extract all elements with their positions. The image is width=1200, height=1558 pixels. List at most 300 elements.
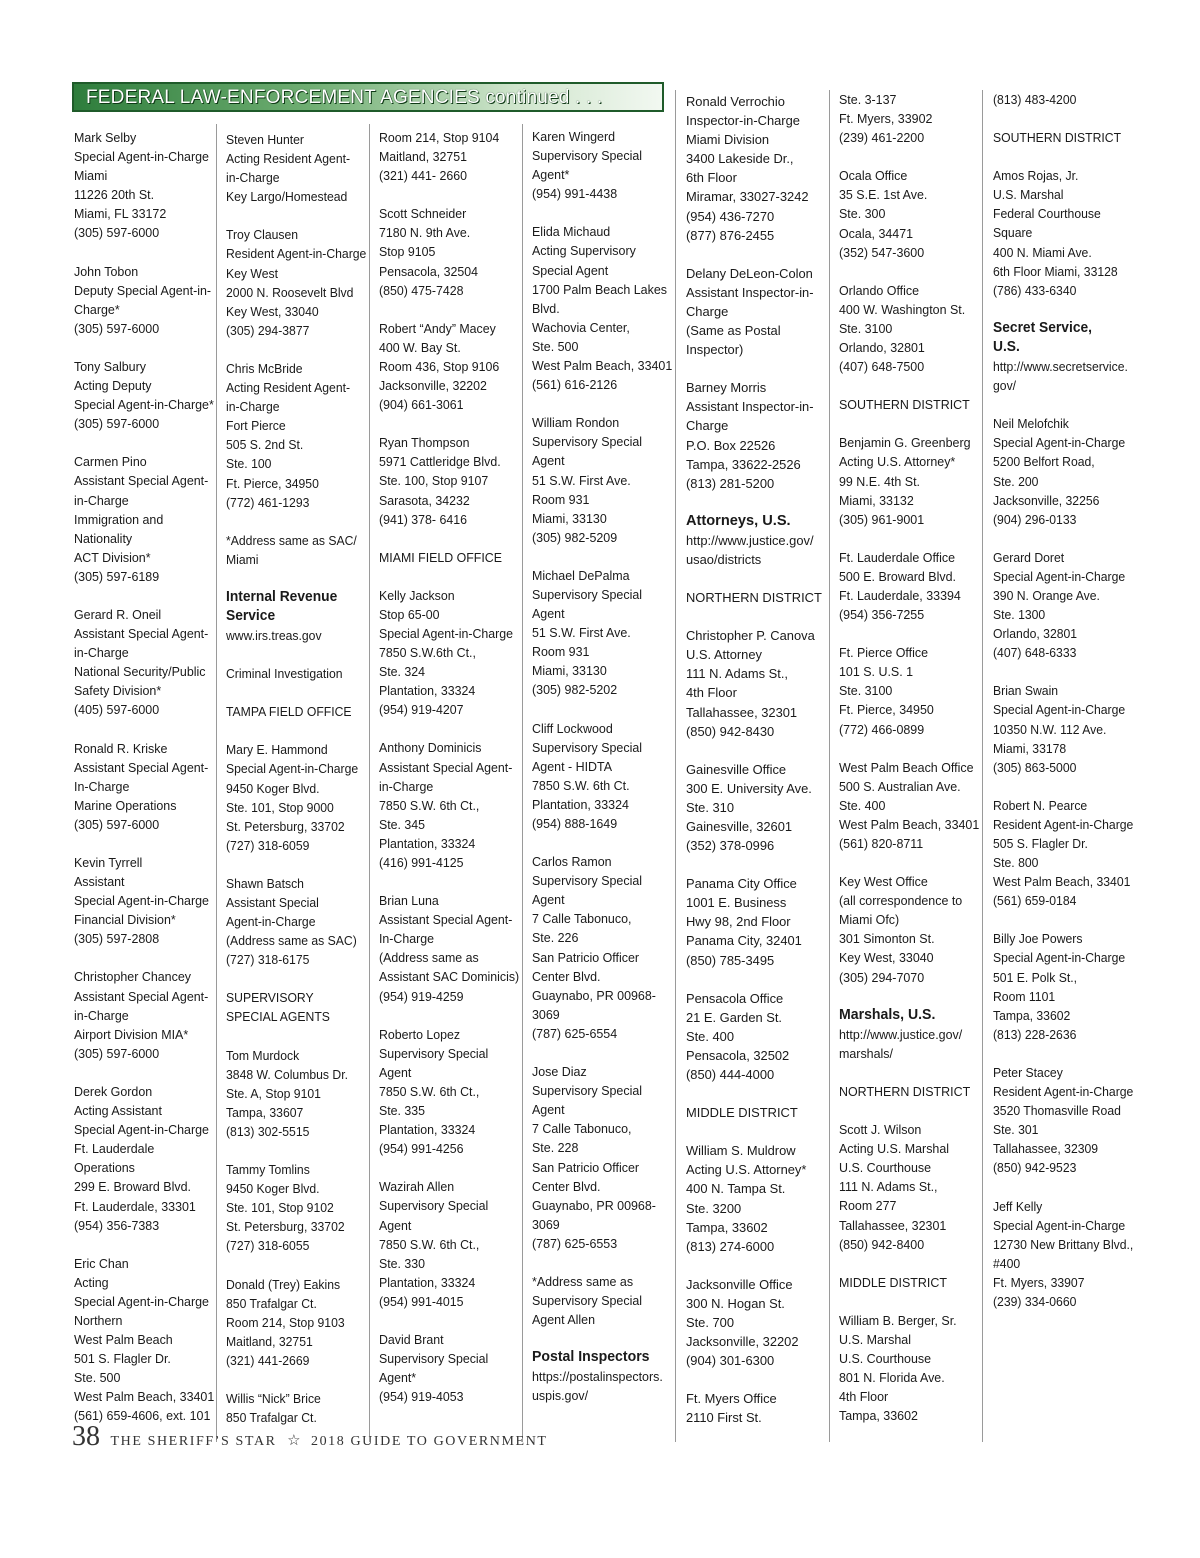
directory-entry [226,1046,358,1141]
entry-line: Orlando, 32801 [993,626,1078,642]
entry-line: 10350 N.W. 112 Ave. [993,721,1107,737]
entry-line: Special Agent-in-Charge [993,1217,1126,1233]
entry-name: Donald (Trey) Eakins [226,1276,341,1292]
section-header-title: FEDERAL LAW-ENFORCEMENT AGENCIES continued . . . [86,87,603,108]
entry-line: (904) 661-3061 [379,397,464,413]
entry-line: Special Agent-in-Charge [74,893,209,909]
entry-line: Ste. 301 [993,1122,1039,1138]
entry-line: (305) 982-5209 [532,529,618,545]
entry-line: Ste. 500 [74,1370,121,1386]
entry-line: Assistant SAC Dominicis) [379,969,520,985]
entry-name: Robert “Andy” Macey [379,320,496,336]
entry-line: 400 N. Miami Ave. [993,244,1092,260]
directory-entry [839,395,974,414]
directory-entry [993,681,1125,776]
entry-line: Agent-in-Charge [226,914,316,930]
entry-line: Supervisory Special [532,434,643,450]
entry-line: (305) 597-6000 [74,416,160,432]
entry-line: Miami, FL 33172 [74,206,167,222]
directory-entry [993,796,1134,911]
entry-line: Ste. 3100 [839,683,893,699]
directory-entry [839,643,974,738]
entry-name: Ronald R. Kriske [74,740,168,756]
directory-column-2 [226,130,367,1446]
entry-line: Center Blvd. [532,1178,601,1194]
directory-entry [226,1160,358,1255]
agency-heading: U.S. [993,338,1020,355]
directory-entry [686,378,826,493]
entry-line: West Palm Beach, 33401 [839,816,980,832]
entry-name: NORTHERN DISTRICT [686,590,822,606]
entry-line: (305) 597-6000 [74,1045,160,1061]
entry-line: (904) 296-0133 [993,511,1077,527]
entry-line: Northern [74,1312,123,1328]
entry-line: (352) 378-0996 [686,838,775,854]
agency-website: http://www.justice.gov/ [839,1026,963,1042]
guide-title: 2018 GUIDE TO GOVERNMENT [310,1434,548,1449]
entry-line: 9450 Koger Blvd. [226,780,320,796]
entry-name: Room 214, Stop 9104 [379,130,500,145]
entry-line: Miami, 33130 [532,663,607,679]
entry-line: Ste. 228 [532,1140,579,1156]
entry-line: 5200 Belfort Road, [993,454,1095,470]
entry-line: 111 N. Adams St., [686,666,788,682]
entry-line: Tallahassee, 32301 [686,704,798,720]
directory-entry [532,413,667,547]
agency-section [686,512,826,569]
entry-line: Miramar, 33027-3242 [686,189,809,205]
entry-line: (954) 991-4015 [379,1293,464,1309]
entry-line: Resident Agent-in-Charge [993,1084,1134,1100]
directory-entry [74,1082,209,1235]
entry-line: (239) 461-2200 [839,130,925,146]
entry-name: Amos Rojas, Jr. [993,168,1079,184]
page-number: 38 [72,1421,100,1452]
entry-line: 4th Floor [839,1389,889,1405]
entry-line: 7 Calle Tabonuco, [532,1121,632,1137]
directory-entry [839,90,974,147]
entry-name: Ste. 3-137 [839,92,897,107]
entry-name: Barney Morris [686,380,767,396]
directory-entry [379,1025,513,1159]
column-divider [522,124,523,1442]
entry-line: Square [993,225,1033,241]
entry-line: (954) 436-7270 [686,208,775,224]
entry-line: 12730 New Brittany Blvd., [993,1236,1134,1252]
entry-line: 35 S.E. 1st Ave. [839,187,928,203]
entry-line: Plantation, 33324 [379,683,476,699]
entry-name: SOUTHERN DISTRICT [993,130,1122,146]
entry-line: Ft. Myers, 33902 [839,111,933,127]
entry-line: P.O. Box 22526 [686,437,776,453]
entry-name: Willis “Nick” Brice [226,1390,321,1406]
entry-name: Gerard R. Oneil [74,606,162,622]
entry-line: 300 N. Hogan St. [686,1295,785,1311]
directory-entry [839,758,980,853]
entry-line: (772) 461-1293 [226,494,310,510]
entry-name: Tammy Tomlins [226,1162,310,1178]
entry-line: 301 Simonton St. [839,931,935,947]
directory-entry [226,874,358,969]
entry-line: (813) 302-5515 [226,1123,310,1139]
entry-line: 9450 Koger Blvd. [226,1181,320,1197]
publication-name: THE SHERIFF’S STAR [110,1434,277,1449]
entry-name: William Rondon [532,415,620,431]
entry-line: St. Petersburg, 33702 [226,818,345,834]
entry-name: Carlos Ramon [532,854,612,870]
directory-entry [686,1103,826,1122]
entry-line: 400 W. Bay St. [379,339,461,355]
entry-line: Ste. 335 [379,1103,426,1119]
entry-line: Key West [226,265,278,281]
entry-line: 7850 S.W.6th Ct., [379,645,476,661]
entry-line: Ste. A, Stop 9101 [226,1085,321,1101]
section-header-bar [72,82,664,112]
entry-line: Acting Deputy [74,378,152,394]
directory-entry [839,1273,974,1292]
entry-line: West Palm Beach [74,1332,173,1348]
directory-entry [226,664,358,683]
entry-line: Charge [686,303,729,319]
directory-entry [686,588,826,607]
agency-website: http://www.secretservice. [993,359,1128,375]
directory-entry [532,127,667,203]
entry-line: Ste. 400 [686,1028,735,1044]
entry-line: Room 931 [532,644,590,660]
directory-entry [74,605,209,720]
agency-website: uspis.gov/ [532,1388,589,1404]
entry-line: Ste. 300 [839,206,886,222]
entry-line: Agent [532,892,565,908]
directory-entry [226,531,358,569]
entry-line: Agent [532,1102,565,1118]
entry-line: 801 N. Florida Ave. [839,1370,945,1386]
entry-line: Assistant Special Agent- [74,759,209,775]
directory-entry [839,872,974,987]
agency-website: https://postalinspectors. [532,1369,663,1385]
entry-line: Special Agent-in-Charge [993,950,1126,966]
entry-line: Ft. Lauderdale [74,1141,155,1157]
directory-entry [379,1177,513,1311]
entry-name: Chris McBride [226,360,303,376]
entry-name: Panama City Office [686,876,797,892]
entry-line: U.S. Marshal [839,1331,911,1347]
entry-line: San Patricio Officer [532,949,640,965]
entry-line: Special Agent-in-Charge* [74,397,214,413]
entry-line: (786) 433-6340 [993,282,1077,298]
entry-line: Ste. 330 [379,1255,426,1271]
directory-entry [379,1330,513,1406]
entry-line: Tampa, 33607 [226,1104,304,1120]
entry-line: 51 S.W. First Ave. [532,625,631,641]
entry-line: (321) 441- 2660 [379,168,467,184]
entry-name: Jose Diaz [532,1064,587,1080]
entry-line: Agent [532,606,565,622]
entry-name: Kelly Jackson [379,587,455,603]
directory-entry [993,1197,1134,1312]
entry-name: Cliff Lockwood [532,720,613,736]
entry-line: 7850 S.W. 6th Ct., [379,1083,480,1099]
directory-entry [379,738,513,872]
entry-line: Special Agent-in-Charge [74,1293,209,1309]
entry-line: (954) 888-1649 [532,816,618,831]
entry-line: 501 S. Flagler Dr. [74,1351,171,1367]
entry-line: (Address same as SAC) [226,933,357,949]
entry-line: in-Charge [226,399,280,415]
entry-line: Inspector-in-Charge [686,113,800,129]
entry-line: In-Charge [74,778,130,794]
agency-website: marshals/ [839,1045,893,1061]
entry-line: Supervisory Special [532,1293,643,1309]
entry-line: Blvd. [532,300,560,316]
entry-line: (727) 318-6175 [226,952,310,968]
entry-line: Maitland, 32751 [226,1333,313,1349]
entry-line: Ste. 324 [379,664,426,680]
entry-name: Tom Murdock [226,1047,300,1063]
entry-line: Plantation, 33324 [379,1274,476,1290]
entry-line: Agent* [379,1370,417,1386]
entry-line: Assistant Special Agent- [74,473,209,489]
entry-line: 99 N.E. 4th St. [839,473,920,489]
directory-column-6 [839,90,980,1444]
entry-name: MIDDLE DISTRICT [686,1105,798,1121]
directory-column-4 [532,127,673,1425]
entry-line: (305) 961-9001 [839,511,925,527]
directory-entry [839,1120,974,1254]
entry-name: Scott Schneider [379,206,467,222]
entry-line: Jacksonville, 32256 [993,492,1100,508]
directory-entry [839,166,974,261]
entry-line: Deputy Special Agent-in- [74,282,212,298]
entry-line: Ste. 101, Stop 9000 [226,799,334,815]
entry-line: Supervisory Special [379,1045,489,1061]
entry-line: Agent - HIDTA [532,758,613,774]
entry-line: Room 214, Stop 9103 [226,1314,345,1330]
entry-line: Ste. 226 [532,930,579,946]
directory-entry [686,626,826,741]
entry-name: Troy Clausen [226,227,299,243]
entry-line: West Palm Beach, 33401 [532,358,673,374]
entry-name: Tony Salbury [74,358,146,374]
entry-line: Guaynabo, PR 00968- [532,987,656,1003]
entry-line: (305) 294-7070 [839,969,925,985]
entry-line: (561) 659-0184 [993,893,1077,909]
directory-entry [532,719,667,834]
entry-line: 3400 Lakeside Dr., [686,151,794,167]
entry-line: U.S. Courthouse [839,1160,932,1176]
entry-name: Derek Gordon [74,1083,153,1099]
directory-entry [74,739,209,834]
entry-line: Agent [379,1217,412,1233]
entry-line: ACT Division* [74,549,151,565]
entry-line: Assistant Inspector-in- [686,399,814,415]
entry-line: (954) 919-4259 [379,988,464,1004]
entry-name: Key West Office [839,874,928,890]
directory-entry [686,264,826,359]
entry-line: U.S. Attorney [686,647,762,663]
entry-line: Special Agent-in-Charge [74,1122,209,1138]
agency-website: gov/ [993,378,1017,394]
entry-name: Christopher Chancey [74,969,191,985]
entry-line: Room 931 [532,491,590,507]
entry-line: San Patricio Officer [532,1159,640,1175]
entry-name: Ryan Thompson [379,435,470,451]
entry-line: Supervisory Special [532,148,643,164]
agency-section [993,319,1128,395]
entry-line: (305) 597-2808 [74,931,160,947]
directory-entry [532,222,673,394]
entry-line: in-Charge [74,492,129,508]
entry-line: Miami Division [686,132,770,148]
entry-line: Special Agent-in-Charge [993,568,1126,584]
entry-name: Shawn Batsch [226,875,304,891]
directory-entry [379,128,513,185]
entry-line: (352) 547-3600 [839,244,925,260]
entry-line: 3848 W. Columbus Dr. [226,1066,349,1082]
entry-line: Assistant Special [226,895,319,910]
entry-line: Supervisory Special [532,586,643,602]
entry-line: 5971 Cattleridge Blvd. [379,454,501,470]
entry-line: 7850 S.W. 6th Ct. [532,777,630,793]
entry-line: Plantation, 33324 [379,1122,476,1138]
directory-entry [226,740,358,855]
agency-heading: Secret Service, [993,319,1093,336]
entry-line: Ste. 345 [379,816,426,832]
entry-line: Assistant Inspector-in- [686,284,814,300]
entry-line: 500 S. Australian Ave. [839,778,961,794]
entry-line: Ste. 400 [839,797,886,813]
directory-entry [74,853,209,948]
entry-line: 400 W. Washington St. [839,301,966,317]
entry-name: Christopher P. Canova [686,628,815,644]
entry-line: Tampa, 33602 [993,1007,1071,1023]
directory-entry [686,1275,826,1370]
entry-line: (305) 597-6000 [74,225,160,241]
entry-name: David Brant [379,1331,444,1347]
directory-entry [379,548,513,567]
directory-entry [839,1311,974,1426]
entry-line: Agent [379,1064,412,1080]
entry-line: (Same as Postal [686,323,781,339]
entry-line: 500 E. Broward Blvd. [839,568,956,584]
directory-entry [379,891,520,1006]
entry-line: Special Agent-in-Charge [379,625,514,641]
directory-entry [686,760,826,855]
entry-name: Anthony Dominicis [379,740,482,756]
entry-line: Ste. 101, Stop 9102 [226,1200,334,1216]
column-divider [369,124,370,1442]
directory-entry [74,452,209,586]
entry-line: Special Agent-in-Charge [74,149,209,165]
entry-line: Tallahassee, 32301 [839,1217,947,1233]
entry-name: Karen Wingerd [532,129,616,144]
entry-line: 299 E. Broward Blvd. [74,1179,191,1195]
directory-entry [532,1062,667,1253]
entry-line: Ste. 3200 [686,1200,742,1216]
entry-line: in-Charge [226,170,280,186]
entry-line: (305) 597-6000 [74,320,160,336]
entry-line: (850) 942-9523 [993,1160,1077,1176]
directory-entry [379,586,513,720]
entry-line: Ft. Pierce, 34950 [226,475,319,491]
agency-section [226,588,358,645]
entry-line: Miami [74,168,108,184]
agency-heading: Marshals, U.S. [839,1006,936,1023]
entry-line: (954) 919-4053 [379,1389,464,1405]
entry-line: 3069 [532,1216,560,1232]
entry-name: Eric Chan [74,1255,129,1271]
entry-line: (416) 991-4125 [379,855,464,870]
entry-name: Elida Michaud [532,224,611,240]
entry-line: Room 436, Stop 9106 [379,358,500,374]
entry-line: Assistant Special Agent- [379,912,513,928]
entry-line: (407) 648-7500 [839,359,925,375]
entry-line: Ste. 3100 [839,320,893,336]
entry-line: Operations [74,1160,135,1176]
entry-line: Safety Division* [74,683,162,699]
entry-line: (305) 982-5202 [532,682,618,698]
entry-line: (305) 597-6000 [74,816,160,832]
entry-line: 501 E. Polk St., [993,969,1078,985]
entry-line: 3069 [532,1006,560,1022]
entry-line: U.S. Courthouse [839,1350,932,1366]
entry-line: in-Charge [74,645,129,661]
directory-entry [74,357,214,433]
agency-heading: Service [226,607,276,624]
directory-entry [379,204,513,299]
entry-line: 4th Floor [686,685,737,701]
entry-line: 3520 Thomasville Road [993,1103,1121,1119]
entry-line: Acting [74,1274,109,1290]
entry-line: (727) 318-6055 [226,1238,310,1254]
directory-entry [532,1272,667,1329]
entry-line: (813) 228-2636 [993,1026,1077,1042]
entry-name: Billy Joe Powers [993,931,1083,947]
directory-entry [993,414,1125,529]
entry-line: Guaynabo, PR 00968- [532,1197,656,1213]
entry-name: Brian Swain [993,683,1059,699]
entry-line: (305) 863-5000 [993,759,1077,775]
entry-line: Key Largo/Homestead [226,189,348,205]
entry-name: MIDDLE DISTRICT [839,1274,947,1290]
entry-line: #400 [993,1255,1021,1271]
entry-line: Key West, 33040 [839,950,934,966]
entry-line: National Security/Public [74,664,206,680]
entry-line: 6th Floor [686,170,737,186]
entry-name: Ronald Verrochio [686,94,785,109]
entry-name: Ft. Myers Office [686,1391,777,1407]
entry-line: 7850 S.W. 6th Ct., [379,797,480,813]
entry-line: Miami Ofc) [839,912,900,928]
entry-line: Room 1101 [993,988,1056,1004]
entry-line: Special Agent-in-Charge [993,435,1126,451]
entry-name: Gainesville Office [686,761,787,777]
entry-name: Delany DeLeon-Colon [686,265,813,281]
entry-line: Charge [686,418,729,434]
entry-line: Jacksonville, 32202 [379,378,487,394]
directory-entry [226,130,358,206]
entry-name: TAMPA FIELD OFFICE [226,704,352,720]
entry-line: Supervisory Special [379,1198,489,1214]
directory-entry [226,702,358,721]
entry-name: NORTHERN DISTRICT [839,1083,971,1099]
entry-line: (239) 334-0660 [993,1293,1077,1309]
entry-line: Stop 65-00 [379,606,440,622]
entry-line: Miami [226,551,259,567]
directory-entry [839,1082,974,1101]
entry-line: Inspector) [686,342,744,358]
directory-entry [379,433,513,528]
